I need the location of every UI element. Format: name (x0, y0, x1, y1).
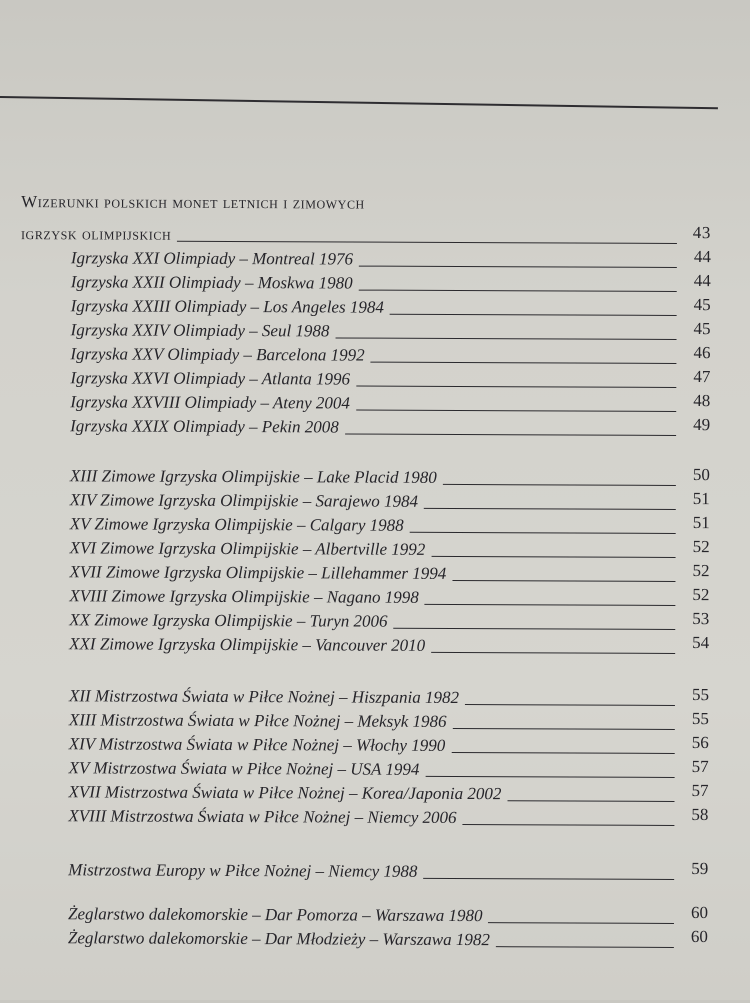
dot-leader (465, 704, 675, 706)
dot-leader (356, 410, 676, 412)
page-number: 45 (693, 295, 711, 315)
dot-leader (423, 878, 674, 880)
entry-title: Igrzyska XXVI Olimpiady – Atlanta 1996 (70, 368, 351, 389)
dot-leader (335, 337, 676, 339)
page-number: 54 (692, 633, 710, 653)
page-number: 56 (691, 733, 709, 753)
page-number: 52 (692, 585, 710, 605)
dot-leader (410, 532, 676, 534)
toc-entry (68, 778, 708, 805)
dot-leader (394, 628, 676, 630)
toc-entry (69, 682, 709, 709)
dot-leader (390, 314, 677, 316)
toc-entry (70, 388, 710, 415)
toc-entry (70, 462, 710, 489)
section-heading-entry (21, 220, 711, 247)
dot-leader (453, 728, 675, 730)
page-number: 57 (691, 757, 709, 777)
section-title (21, 191, 701, 216)
entry-title: XXI Zimowe Igrzyska Olimpijskie – Vancouver 2010 (69, 634, 426, 655)
dot-leader (443, 484, 676, 486)
toc-entry (68, 924, 708, 951)
dot-leader (359, 266, 677, 268)
entry-title: XIV Zimowe Igrzyska Olimpijskie – Sarajewo 1984 (69, 490, 419, 511)
page-number: 51 (692, 513, 710, 533)
entry-title: XIII Mistrzostwa Świata w Piłce Nożnej – Meksyk 1986 (68, 710, 447, 731)
dot-leader (431, 652, 675, 654)
page-number: 50 (692, 465, 710, 485)
entry-title: XV Mistrzostwa Świata w Piłce Nożnej – USA 1994 (68, 758, 420, 779)
toc-entry (71, 292, 711, 319)
toc-entry (71, 316, 711, 343)
toc-entry (69, 582, 709, 609)
dot-leader (345, 434, 676, 436)
dot-leader (431, 556, 675, 558)
dot-leader (425, 776, 674, 778)
page-number: 47 (693, 367, 711, 387)
entry-title: Igrzyska XXII Olimpiady – Moskwa 1980 (70, 272, 353, 293)
entry-title: XVIII Zimowe Igrzyska Olimpijskie – Nagano 1998 (69, 586, 419, 607)
toc-entry (69, 730, 709, 757)
entry-title: Igrzyska XXIV Olimpiady – Seul 1988 (70, 320, 330, 341)
entry-title: XII Mistrzostwa Świata w Piłce Nożnej – Hiszpania 1982 (68, 686, 460, 708)
dot-leader (496, 946, 674, 948)
entry-title: Igrzyska XXI Olimpiady – Montreal 1976 (70, 248, 354, 269)
toc-entry (70, 534, 710, 561)
page-number: 44 (693, 271, 711, 291)
toc-entry (70, 412, 710, 439)
page-number: 60 (690, 903, 709, 923)
page-number: 57 (691, 781, 709, 801)
page-number: 60 (690, 927, 708, 947)
entry-title: Żeglarstwo dalekomorskie – Dar Pomorza – Warszawa 1980 (67, 904, 483, 926)
page-number: 59 (691, 859, 709, 879)
toc-entry (71, 244, 711, 271)
page-number: 46 (693, 343, 711, 363)
page-number: 58 (691, 805, 709, 825)
toc-entry (68, 802, 708, 829)
page-number: 52 (692, 561, 710, 581)
dot-leader (371, 362, 677, 364)
toc-entry (69, 606, 709, 633)
page-number: 49 (693, 415, 711, 435)
section-title-line2: igrzysk olimpijskich (20, 224, 172, 244)
dot-leader (425, 604, 676, 606)
dot-leader (507, 800, 674, 802)
dot-leader (452, 580, 675, 582)
entry-title: XVII Zimowe Igrzyska Olimpijskie – Lillehammer 1994 (69, 562, 447, 583)
dot-leader (356, 386, 676, 388)
entry-title: XVII Mistrzostwa Świata w Piłce Nożnej – Korea/Japonia 2002 (68, 782, 502, 804)
entry-title: Igrzyska XXVIII Olimpiady – Ateny 2004 (70, 392, 350, 413)
entry-title: XX Zimowe Igrzyska Olimpijskie – Turyn 2006 (69, 610, 388, 631)
toc-entry (69, 558, 709, 585)
dot-leader (359, 290, 677, 292)
toc-entry (70, 486, 710, 513)
dot-leader (424, 508, 676, 510)
page-number: 44 (693, 247, 711, 267)
page-number: 43 (692, 223, 712, 243)
page-number: 45 (693, 319, 711, 339)
dot-leader (177, 241, 677, 244)
page-number: 48 (693, 391, 711, 411)
toc-entry (70, 510, 710, 537)
page-number: 52 (692, 537, 710, 557)
toc-entry (68, 856, 708, 883)
entry-title: XVI Zimowe Igrzyska Olimpijskie – Albertville 1992 (69, 538, 426, 559)
entry-title: Żeglarstwo dalekomorskie – Dar Młodzieży – Warszawa 1982 (67, 928, 490, 950)
entry-title: Igrzyska XXIX Olimpiady – Pekin 2008 (70, 416, 339, 437)
dot-leader (488, 922, 674, 924)
page-number: 55 (691, 685, 710, 705)
entry-title: Igrzyska XXIII Olimpiady – Los Angeles 1984 (70, 296, 384, 317)
page-number: 51 (692, 489, 710, 509)
entry-title: XIII Zimowe Igrzyska Olimpijskie – Lake Placid 1980 (69, 466, 437, 487)
entry-title: XVIII Mistrzostwa Świata w Piłce Nożnej – Niemcy 2006 (68, 806, 457, 827)
entry-title: XV Zimowe Igrzyska Olimpijskie – Calgary 1988 (69, 514, 404, 535)
toc-entry (69, 754, 709, 781)
toc-entry (71, 268, 711, 295)
dot-leader (463, 824, 675, 826)
section-title-line1: Wizerunki polskich monet letnich i zimowych (21, 192, 365, 213)
toc-entry (70, 364, 710, 391)
toc-entry (68, 900, 708, 927)
entry-title: Mistrzostwa Europy w Piłce Nożnej – Niemcy 1988 (68, 860, 418, 881)
toc-entry (70, 340, 710, 367)
entry-title: XIV Mistrzostwa Świata w Piłce Nożnej – Włochy 1990 (68, 734, 446, 755)
dot-leader (451, 752, 675, 754)
toc-entry (69, 630, 709, 657)
page-number: 55 (691, 709, 709, 729)
page-number: 53 (692, 609, 710, 629)
toc-entry (69, 706, 709, 733)
entry-title: Igrzyska XXV Olimpiady – Barcelona 1992 (70, 344, 365, 365)
